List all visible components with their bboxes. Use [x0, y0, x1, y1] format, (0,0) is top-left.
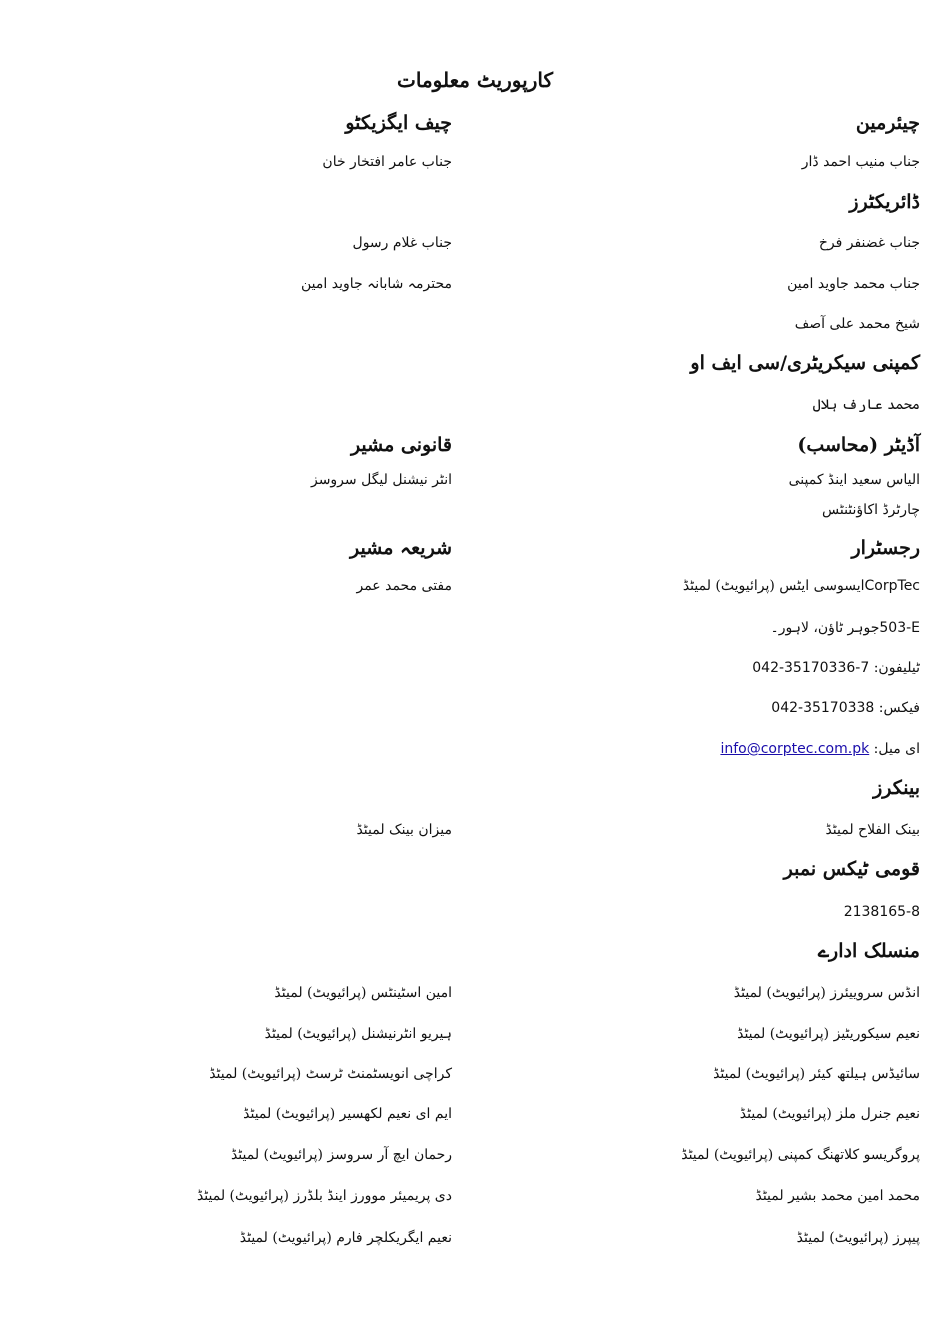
registrar-company [683, 576, 920, 596]
registrar-phone [752, 658, 920, 678]
associate-company: پروگریسو کلاتھنگ کمپنی (پرائیویٹ) لمیٹڈ [681, 1147, 920, 1163]
registrar-heading: رجسٹرار [851, 537, 920, 559]
registrar-address [771, 618, 920, 638]
associate-company: نعیم سیکوریٹیز (پرائیویٹ) لمیٹڈ [737, 1026, 920, 1042]
secretary-heading: کمپنی سیکریٹری/سی ایف او [690, 352, 920, 374]
shariah-advisor-heading: شریعہ مشیر [350, 537, 452, 559]
associates-heading: منسلک ادارے [817, 940, 920, 962]
associate-company: نعیم ایگریکلچر فارم (پرائیویٹ) لمیٹڈ [239, 1230, 452, 1246]
registrar-fax [771, 698, 920, 718]
auditor-designation: چارٹرڈ اکاؤنٹنٹس [822, 502, 920, 518]
director-name: محترمہ شابانہ جاوید امین [301, 276, 452, 292]
director-name: جناب محمد جاوید امین [787, 276, 920, 292]
associate-company: محمد امین محمد بشیر لمیٹڈ [755, 1188, 920, 1204]
directors-heading: ڈائریکٹرز [849, 191, 920, 213]
associate-company: سائیڈس ہیلتھ کیئر (پرائیویٹ) لمیٹڈ [713, 1066, 920, 1082]
associate-company: انڈس سروییئرز (پرائیویٹ) لمیٹڈ [733, 985, 920, 1001]
page-title: کارپوریٹ معلومات [397, 68, 553, 92]
associate-company: امین اسٹینٹس (پرائیویٹ) لمیٹڈ [274, 985, 452, 1001]
chairman-name: جناب منیب احمد ڈار [801, 154, 920, 170]
ntn-value: 2138165-8 [843, 904, 920, 920]
ceo-heading: چیف ایگزیکٹو [345, 112, 452, 134]
legal-advisor-name: انٹر نیشنل لیگل سروسز [310, 472, 452, 488]
registrar-company-rest: ایسوسی ایٹس (پرائیویٹ) لمیٹڈ [682, 578, 865, 594]
registrar-address-rest: جوہر ٹاؤن، لاہور۔ [770, 620, 880, 636]
associate-company: کراچی انویسٹمنٹ ٹرسٹ (پرائیویٹ) لمیٹڈ [209, 1066, 452, 1082]
banker-name: بینک الفلاح لمیٹڈ [825, 822, 920, 838]
associate-company: رحمان ایچ آر سروسز (پرائیویٹ) لمیٹڈ [230, 1147, 452, 1163]
legal-advisor-heading: قانونی مشیر [350, 434, 452, 456]
ceo-name: جناب عامر افتخار خان [322, 154, 452, 170]
registrar-address-code: 503-E [879, 620, 920, 636]
director-name: جناب غلام رسول [352, 235, 452, 251]
associate-company: نعیم جنرل ملز (پرائیویٹ) لمیٹڈ [739, 1106, 920, 1122]
phone-label: ٹیلیفون: [873, 660, 920, 676]
fax-number: 042-35170338 [771, 700, 875, 716]
email-label: ای میل: [873, 741, 920, 757]
secretary-name: محمد عارف ہلال [812, 397, 920, 413]
phone-number: 042-35170336-7 [752, 660, 870, 676]
shariah-advisor-name: مفتی محمد عمر [356, 578, 452, 594]
director-name: جناب غضنفر فرخ [818, 235, 920, 251]
associate-company: پیپرز (پرائیویٹ) لمیٹڈ [796, 1230, 920, 1246]
fax-label: فیکس: [878, 700, 920, 716]
associate-company: ایم ای نعیم لکھسیر (پرائیویٹ) لمیٹڈ [243, 1106, 452, 1122]
auditor-heading: آڈیٹر (محاسب) [797, 434, 920, 456]
email-link[interactable]: info@corptec.com.pk [720, 741, 870, 757]
registrar-email [720, 739, 920, 759]
associate-company: دی پریمیئر موورز اینڈ بلڈرز (پرائیویٹ) لمیٹڈ [196, 1188, 452, 1204]
ntn-heading: قومی ٹیکس نمبر [783, 858, 920, 880]
chairman-heading: چیئرمین [855, 112, 920, 134]
registrar-company-prefix: CorpTec [864, 578, 920, 594]
director-name: شیخ محمد علی آصف [794, 316, 920, 332]
banker-name: میزان بینک لمیٹڈ [356, 822, 452, 838]
bankers-heading: بینکرز [873, 777, 920, 799]
auditor-name: الیاس سعید اینڈ کمپنی [788, 472, 920, 488]
associate-company: ہیریو انٹرنیشنل (پرائیویٹ) لمیٹڈ [264, 1026, 452, 1042]
